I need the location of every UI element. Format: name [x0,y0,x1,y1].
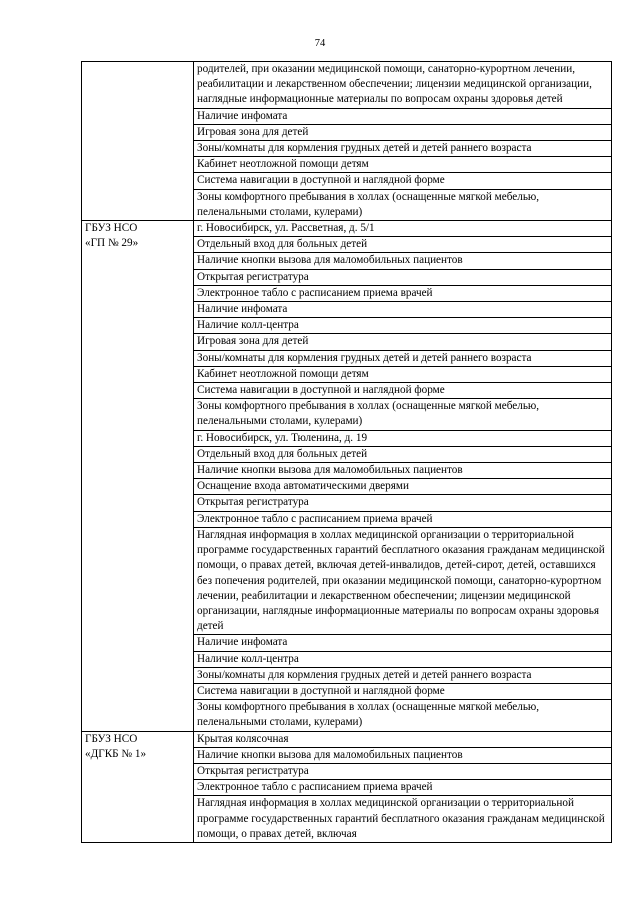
organization-cell [82,221,194,732]
feature-cell: Система навигации в доступной и наглядной форме [194,383,612,399]
services-table [81,61,612,843]
feature-cell: Наличие кнопки вызова для маломобильных пациентов [194,463,612,479]
feature-cell: Кабинет неотложной помощи детям [194,366,612,382]
services-table-body [82,62,612,843]
feature-cell: Электронное табло с расписанием приема врачей [194,285,612,301]
feature-cell: Наглядная информация в холлах медицинской организации о территориальной программе государственных гарантий бесплатного оказания гражданам медицинской помощи, о правах детей, включая детей-инвалидов, детей-сирот, детей, оставшихся без попечения родителей, при оказании медицинской помощи, санаторно-курортном лечении, реабилитации и лекарственном обеспечении; лицензии медицинской организации, наглядные информационные материалы по вопросам охраны здоровья детей [194,527,612,634]
feature-cell: Наличие инфомата [194,302,612,318]
table-row [82,221,612,237]
feature-cell: Открытая регистратура [194,269,612,285]
page-number: 74 [314,38,326,49]
feature-cell: Игровая зона для детей [194,334,612,350]
organization-name-line: ГБУЗ НСО [85,732,138,745]
organization-cell [82,731,194,842]
feature-cell: Кабинет неотложной помощи детям [194,157,612,173]
feature-cell: г. Новосибирск, ул. Тюленина, д. 19 [194,430,612,446]
feature-cell: Электронное табло с расписанием приема врачей [194,780,612,796]
organization-cell [82,62,194,221]
feature-cell: Зоны комфортного пребывания в холлах (оснащенные мягкой мебелью, пеленальными столами, кулерами) [194,700,612,731]
feature-cell: Зоны/комнаты для кормления грудных детей и детей раннего возраста [194,141,612,157]
feature-cell: Электронное табло с расписанием приема врачей [194,511,612,527]
feature-cell: Крытая колясочная [194,731,612,747]
organization-name-line: ГБУЗ НСО [85,222,138,235]
organization-name-line: «ГП № 29» [85,237,139,250]
feature-cell: Отдельный вход для больных детей [194,446,612,462]
table-row [82,62,612,109]
feature-cell: г. Новосибирск, ул. Рассветная, д. 5/1 [194,221,612,237]
feature-cell: Зоны/комнаты для кормления грудных детей и детей раннего возраста [194,350,612,366]
feature-cell: Наличие колл-центра [194,651,612,667]
feature-cell: Отдельный вход для больных детей [194,237,612,253]
feature-cell: Оснащение входа автоматическими дверями [194,479,612,495]
feature-cell: Наличие инфомата [194,108,612,124]
feature-cell: Открытая регистратура [194,763,612,779]
feature-cell: Система навигации в доступной и наглядной форме [194,683,612,699]
feature-cell: Игровая зона для детей [194,124,612,140]
feature-cell: родителей, при оказании медицинской помощи, санаторно-курортном лечении, реабилитации и лекарственном обеспечении; лицензии медицинской организации, наглядные информационные материалы по вопросам охраны здоровья детей [194,62,612,109]
organization-name-line: «ДГКБ № 1» [85,747,147,760]
feature-cell: Наличие колл-центра [194,318,612,334]
feature-cell: Наличие кнопки вызова для маломобильных пациентов [194,747,612,763]
feature-cell: Зоны/комнаты для кормления грудных детей и детей раннего возраста [194,667,612,683]
feature-cell: Наличие кнопки вызова для маломобильных пациентов [194,253,612,269]
table-row [82,731,612,747]
feature-cell: Зоны комфортного пребывания в холлах (оснащенные мягкой мебелью, пеленальными столами, кулерами) [194,399,612,430]
feature-cell: Наглядная информация в холлах медицинской организации о территориальной программе государственных гарантий бесплатного оказания гражданам медицинской помощи, о правах детей, включая [194,796,612,843]
feature-cell: Наличие инфомата [194,635,612,651]
feature-cell: Система навигации в доступной и наглядной форме [194,173,612,189]
feature-cell: Открытая регистратура [194,495,612,511]
feature-cell: Зоны комфортного пребывания в холлах (оснащенные мягкой мебелью, пеленальными столами, кулерами) [194,189,612,220]
